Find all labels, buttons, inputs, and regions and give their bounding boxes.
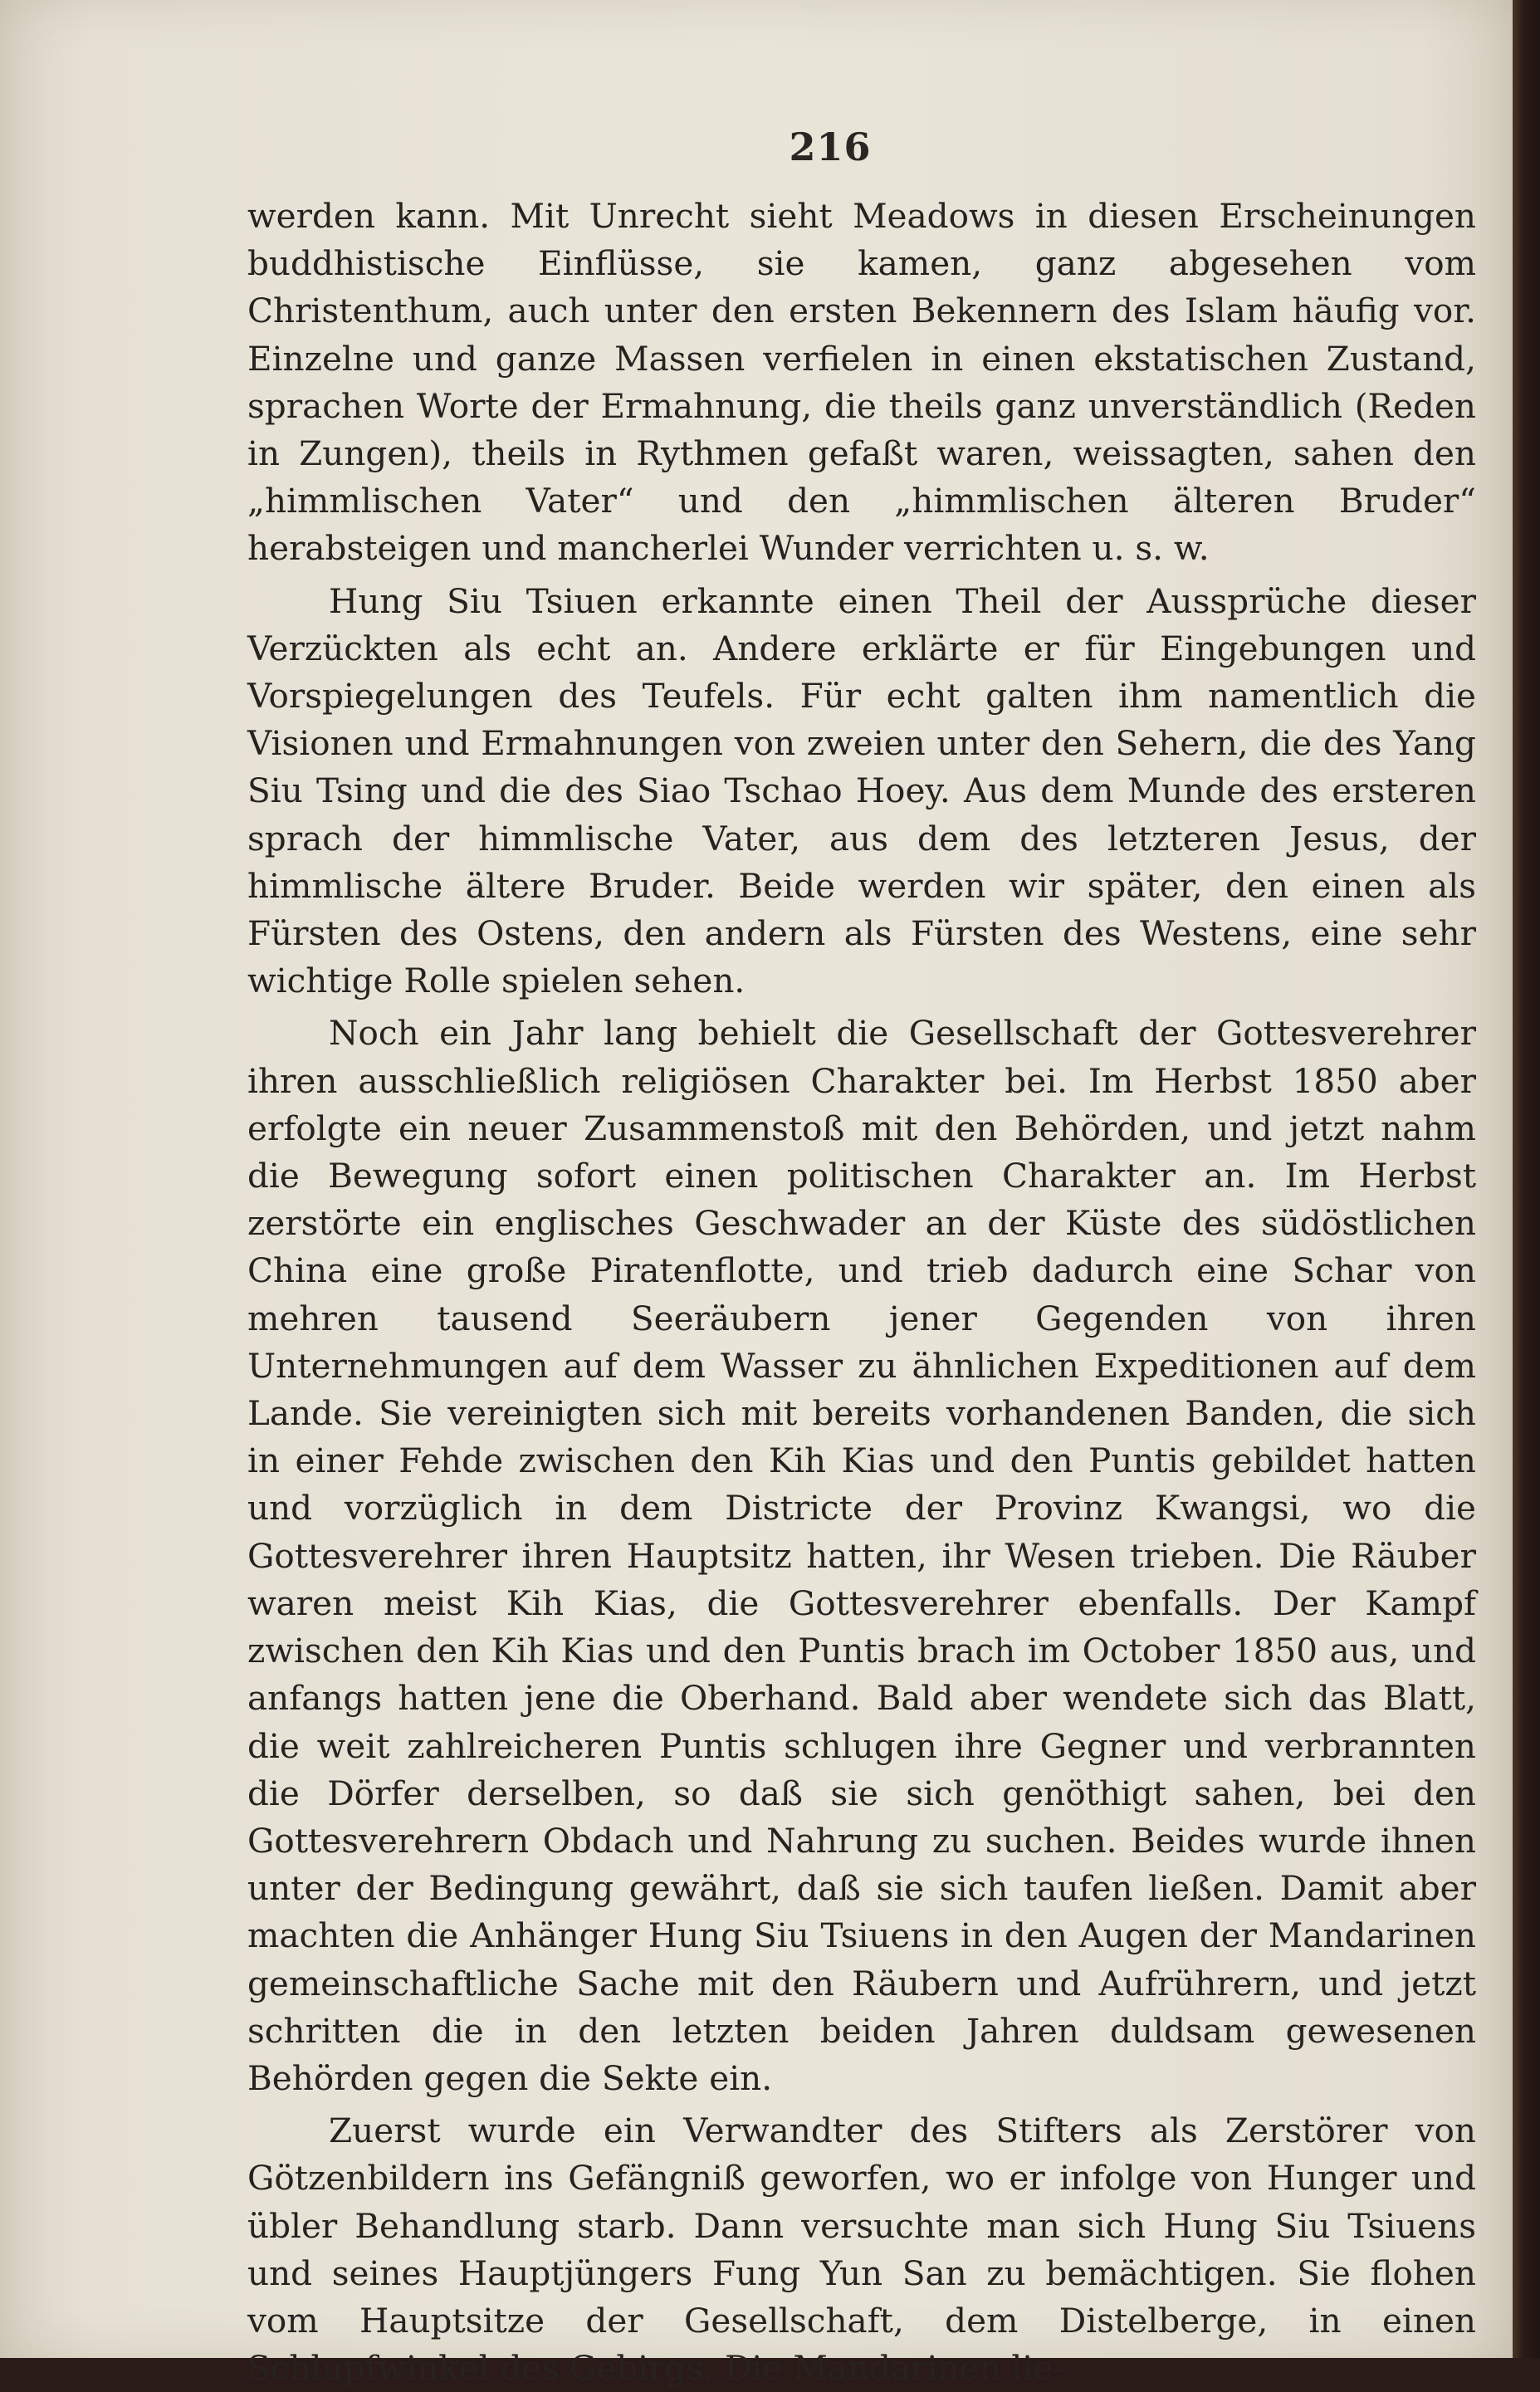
paragraph-4: Zuerst wurde ein Verwandter des Stifters als Zerstörer von Götzenbildern ins Gefängniß geworfen, wo er infolge von Hunger und übler Behandlung starb. Dann versuchte man sich Hung Siu Tsiuens und seines Hauptjüngers Fung Yun San zu bemächtigen. Sie flohen vom Hauptsitze der Gesellschaft, dem Distelberge, in einen Schlupfwinkel des Gebirgs. Die Mandarinen lie- [247,2111,1476,2389]
paragraph-3: Noch ein Jahr lang behielt die Gesellschaft der Gottesverehrer ihren ausschließlich religiösen Charakter bei. Im Herbst 1850 aber erfolgte ein neuer Zusammenstoß mit den Behörden, und jetzt nahm die Bewegung sofort einen politischen Charakter an. Im Herbst zerstörte ein englisches Geschwader an der Küste des südöstlichen China eine große Piratenflotte, und trieb dadurch eine Schar von mehren tausend Seeräubern jener Gegenden von ihren Unternehmungen auf dem Wasser zu ähnlichen Expeditionen auf dem Lande. Sie vereinigten sich mit bereits vorhandenen Banden, die sich in einer Fehde zwischen den Kih Kias und den Puntis gebildet hatten und vorzüglich in dem Districte der Provinz Kwangsi, wo die Gottesverehrer ihren Hauptsitz hatten, ihr Wesen trieben. Die Räuber waren meist Kih Kias, die Gottesverehrer ebenfalls. Der Kampf zwischen den Kih Kias und den Puntis brach im October 1850 aus, und anfangs hatten jene die Oberhand. Bald aber wendete sich das Blatt, die weit zahlreicheren Puntis schlugen ihre Gegner und verbrannten die Dörfer derselben, so daß sie sich genöthigt sahen, bei den Gottesverehrern Obdach und Nahrung zu suchen. Beides wurde ihnen unter der Bedingung gewährt, daß sie sich taufen ließen. Damit aber machten die Anhänger Hung Siu Tsiuens in den Augen der Mandarinen gemeinschaftliche Sache mit den Räubern und Aufrührern, und jetzt schritten die in den letzten beiden Jahren duldsam gewesenen Behörden gegen die Sekte ein. [247,1013,1476,2098]
body-text [247,193,1476,2392]
paragraph-2: Hung Siu Tsiuen erkannte einen Theil der Aussprüche dieser Verzückten als echt an. Andere erklärte er für Eingebungen und Vorspiegelungen des Teufels. Für echt galten ihm namentlich die Visionen und Ermahnungen von zweien unter den Sehern, die des Yang Siu Tsing und die des Siao Tschao Hoey. Aus dem Munde des ersteren sprach der himmlische Vater, aus dem des letzteren Jesus, der himmlische ältere Bruder. Beide werden wir später, den einen als Fürsten des Ostens, den andern als Fürsten des Westens, eine sehr wichtige Rolle spielen sehen. [247,580,1476,1001]
page-number: 216 [789,125,872,169]
book-spine-edge [1513,0,1540,2358]
paragraph-1: werden kann. Mit Unrecht sieht Meadows in diesen Erscheinungen buddhistische Einflüsse, sie kamen, ganz abgesehen vom Christenthum, auch unter den ersten Bekennern des Islam häufig vor. Einzelne und ganze Massen verfielen in einen ekstatischen Zustand, sprachen Worte der Ermahnung, die theils ganz unverständlich (Reden in Zungen), theils in Rythmen gefaßt waren, weissagten, sahen den „himmlischen Vater“ und den „himmlischen älteren Bruder“ herabsteigen und mancherlei Wunder verrichten u. s. w. [247,196,1476,569]
